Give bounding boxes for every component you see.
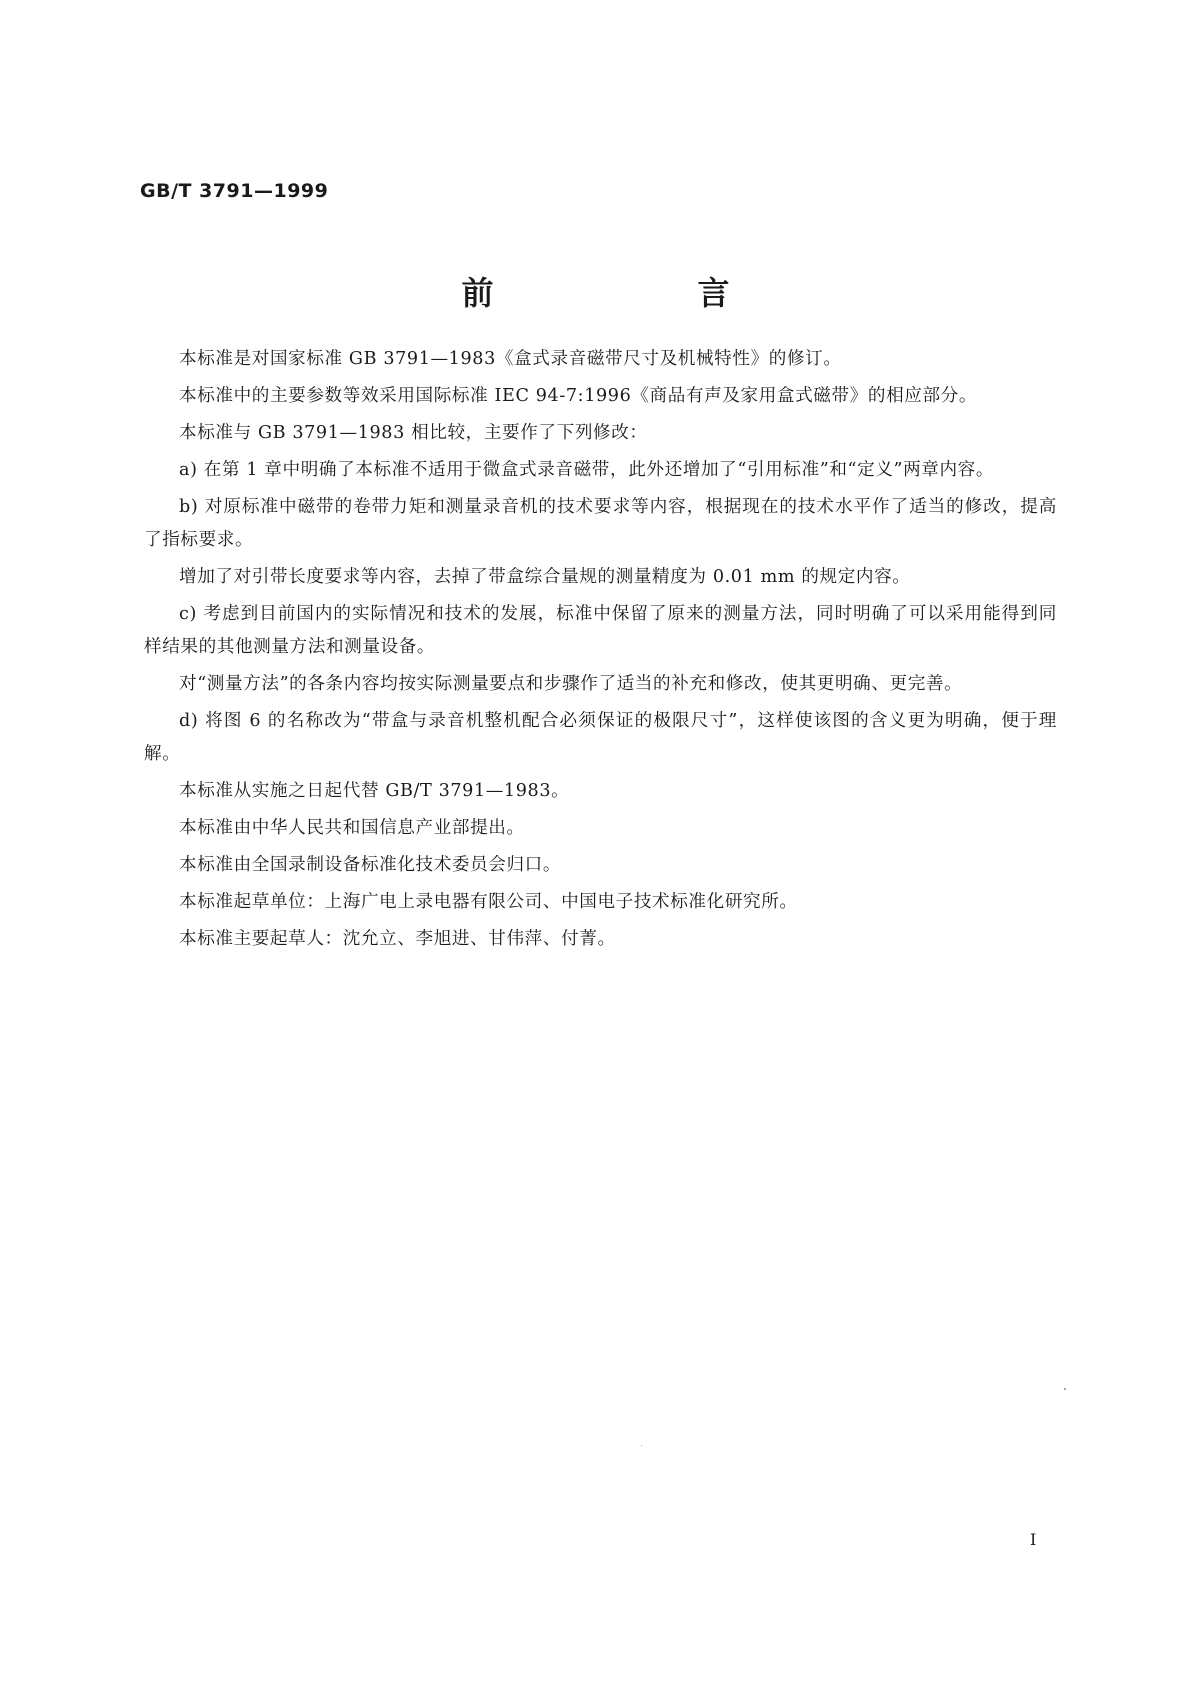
paragraph: 本标准主要起草人：沈允立、李旭进、甘伟萍、付菁。	[179, 929, 616, 949]
paragraph: 本标准由中华人民共和国信息产业部提出。	[179, 818, 525, 838]
paragraph: 对“测量方法”的各条内容均按实际测量要点和步骤作了适当的补充和修改，使其更明确、更完善。	[179, 674, 963, 694]
paragraph: c) 考虑到目前国内的实际情况和技术的发展，标准中保留了原来的测量方法，同时明确了可以采用能得到同样结果的其他测量方法和测量设备。	[144, 604, 1057, 657]
document-body	[144, 343, 1057, 960]
paragraph: b) 对原标准中磁带的卷带力矩和测量录音机的技术要求等内容，根据现在的技术水平作了适当的修改，提高了指标要求。	[144, 497, 1057, 550]
paragraph: d) 将图 6 的名称改为“带盒与录音机整机配合必须保证的极限尺寸”，这样使该图的含义更为明确，便于理解。	[144, 711, 1057, 764]
paragraph: 本标准中的主要参数等效采用国际标准 IEC 94-7:1996《商品有声及家用盒式磁带》的相应部分。	[179, 386, 978, 406]
standard-code: GB/T 3791—1999	[140, 180, 329, 202]
page-title: 前 言	[461, 274, 816, 312]
paragraph: 本标准起草单位：上海广电上录电器有限公司、中国电子技术标准化研究所。	[179, 892, 798, 912]
paragraph: 增加了对引带长度要求等内容，去掉了带盒综合量规的测量精度为 0.01 mm 的规定内容。	[179, 567, 911, 587]
paragraph: 本标准从实施之日起代替 GB/T 3791—1983。	[179, 781, 570, 801]
page-number: I	[1030, 1530, 1037, 1549]
paragraph: a) 在第 1 章中明确了本标准不适用于微盒式录音磁带，此外还增加了“引用标准”和“定义”两章内容。	[179, 460, 995, 480]
scan-speck	[1064, 1388, 1066, 1390]
paragraph: 本标准由全国录制设备标准化技术委员会归口。	[179, 855, 562, 875]
paragraph: 本标准与 GB 3791—1983 相比较，主要作了下列修改：	[179, 423, 648, 443]
paragraph: 本标准是对国家标准 GB 3791—1983《盒式录音磁带尺寸及机械特性》的修订。	[179, 349, 842, 369]
scan-speck	[641, 1445, 642, 1446]
